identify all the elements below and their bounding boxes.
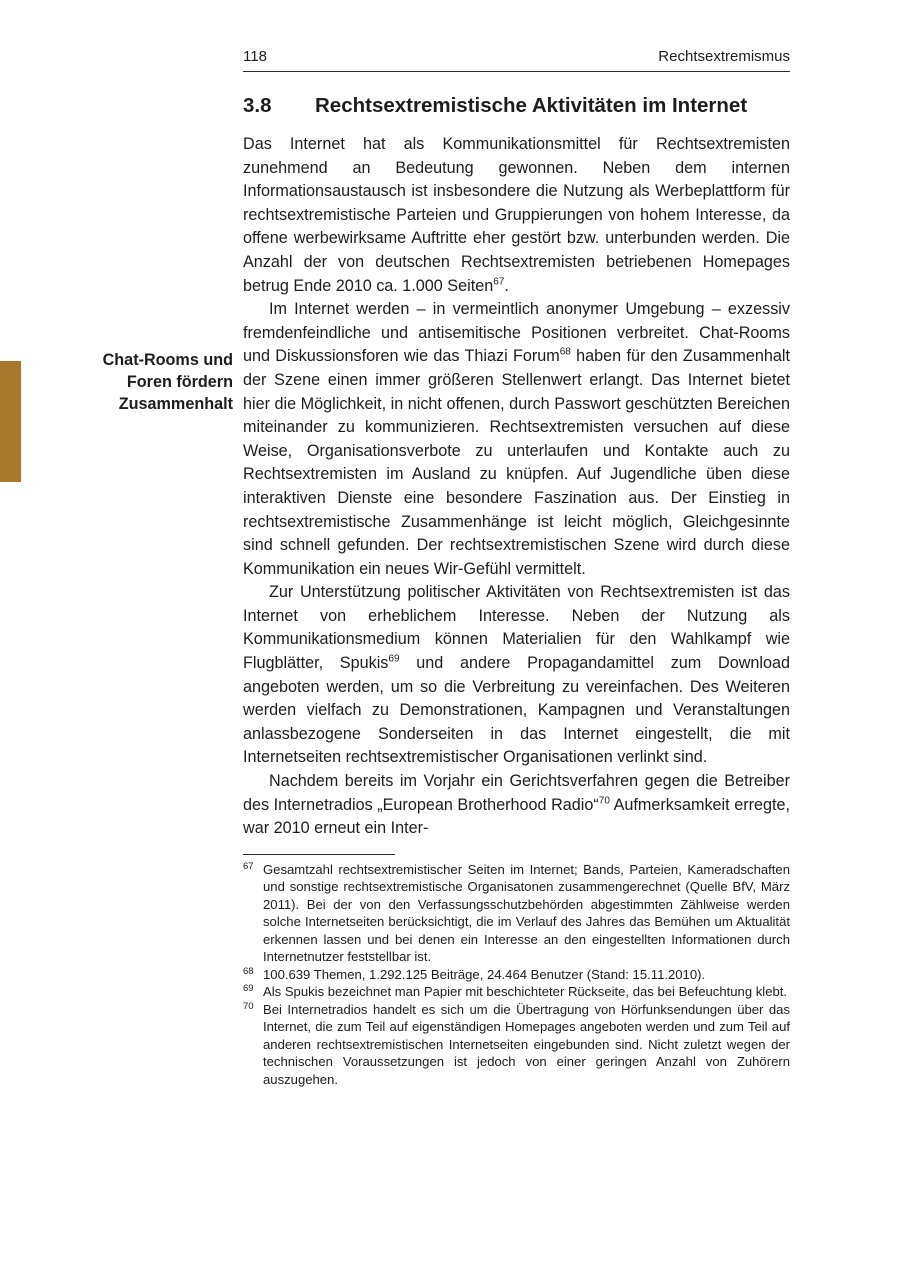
footnote-ref: 69 — [388, 653, 400, 665]
chapter-edge-tab — [0, 361, 21, 482]
body-paragraph — [243, 298, 790, 581]
page-content — [243, 48, 790, 1088]
footnote-text: 100.639 Themen, 1.292.125 Beiträge, 24.464 Benutzer (Stand: 15.11.2010). — [263, 966, 706, 982]
paragraph-text: Nachdem bereits im Vorjahr ein Gerichtsverfahren gegen die Betreiber des Internetradios „European Brotherhood Radio“ — [243, 772, 790, 814]
paragraph-text: Das Internet hat als Kommunikationsmittel für Rechtsextremisten zunehmend an Bedeutung gewonnen. Neben dem internen Informationsaustausch ist insbesondere die Nutzung als Werbeplattform für rechtsextremistische Parteien und Gruppierungen von hohem Interesse, da offene werbewirksame Auftritte eher gestört bzw. unterbunden werden. Die Anzahl der von deutschen Rechtsextremisten betriebenen Homepages betrug Ende 2010 ca. 1.000 Seiten — [243, 135, 790, 295]
footnote — [243, 861, 790, 966]
margin-note — [83, 349, 233, 415]
footnote-number: 70 — [243, 1000, 254, 1012]
footnote-number: 69 — [243, 983, 254, 995]
paragraph-text: und andere Propagandamittel zum Download angeboten werden, um so die Verbreitung zu vereinfachen. Des Weiteren werden vielfach zu Demonstrationen, Kampagnen und Veranstaltungen anlassbezogene Sonderseiten in das Internet eingestellt, die mit Internetseiten rechtsextremistischer Organisationen verlinkt sind. — [243, 654, 791, 767]
page-header — [243, 48, 790, 72]
footnote — [243, 966, 790, 984]
footnote — [243, 1001, 790, 1089]
running-title: Rechtsextremismus — [658, 48, 790, 65]
section-title: Rechtsextremistische Aktivitäten im Internet — [315, 94, 748, 117]
section-heading — [243, 94, 790, 118]
footnote-number: 67 — [243, 860, 254, 872]
paragraph-text: haben für den Zusammenhalt der Szene einen immer größeren Stellenwert erlangt. Das Internet bietet hier die Möglichkeit, in nicht offenen, durch Passwort geschützten Bereichen miteinander zu kommunizieren. Rechtsextremisten versuchen auf diese Weise, Organisationsverbote zu unterlaufen und Kontakte auch zu Rechtsextremisten im Ausland zu knüpfen. Auf Jugendliche üben diese interaktiven Dienste eine besondere Faszination aus. Der Einstieg in rechtsextremistische Zusammenhänge ist leicht möglich, Gleichgesinnte sind schnell gefunden. Der rechtsextremistischen Szene wird durch diese Kommunikation ein neues Wir-Gefühl vermittelt. — [243, 347, 790, 578]
body-paragraph — [243, 133, 790, 298]
page-number: 118 — [243, 48, 267, 65]
footnote-ref: 67 — [493, 276, 505, 288]
paragraph-text: Zur Unterstützung politischer Aktivitäten von Rechtsextremisten ist das Internet von erheblichem Interesse. Neben der Nutzung als Kommunikationsmedium können Materialien für den Wahlkampf wie Flugblätter, Spukis — [243, 583, 790, 673]
paragraph-text: Im Internet werden – in vermeintlich anonymer Umgebung – exzessiv fremdenfeindliche und antisemitische Positionen verbreitet. Chat-Rooms und Diskussionsforen wie das Thiazi Forum — [243, 300, 790, 366]
footnote-text: Bei Internetradios handelt es sich um die Übertragung von Hörfunksendungen über das Internet, die zum Teil auf eigenständigen Homepages angeboten werden und zum Teil auf anderen rechtsextremistischen Internetseiten eingebunden sind. Nicht zuletzt wegen der technischen Voraussetzungen ist jedoch von einer geringen Anzahl von Zuhörern auszugehen. — [263, 1001, 790, 1087]
paragraph-text: Aufmerksamkeit erregte, war 2010 erneut ein Inter- — [243, 795, 790, 838]
paragraph-text: . — [504, 276, 509, 295]
margin-note-line: Chat-Rooms und — [102, 351, 233, 369]
body-paragraph — [243, 581, 790, 770]
footnote-text: Gesamtzahl rechtsextremistischer Seiten im Internet; Bands, Parteien, Kameradschaften und sonstige rechtsextremistische Organisatonen zusammengerechnet (Quelle BfV, März 2011). Bei der von den Verfassungsschutzbehörden abgestimmten Zählweise werden solche Internetseiten berücksichtigt, die im Verlauf des Jahres das Bemühen um Aktualität erkennen lassen und bei denen ein Interesse an den eingestellten Informationen durch Internetnutzer feststellbar ist. — [263, 861, 790, 965]
footnote-text: Als Spukis bezeichnet man Papier mit beschichteter Rückseite, das bei Befeuchtung klebt. — [263, 984, 788, 1000]
margin-note-line: Zusammenhalt — [118, 395, 233, 413]
body-paragraph — [243, 770, 790, 841]
footnote-ref: 70 — [598, 795, 610, 807]
footnote — [243, 983, 790, 1001]
footnote-divider — [243, 854, 395, 855]
body-text — [243, 133, 790, 841]
footnote-ref: 68 — [559, 346, 571, 358]
section-number: 3.8 — [243, 94, 272, 117]
footnotes-section — [243, 854, 790, 1089]
footnote-number: 68 — [243, 965, 254, 977]
margin-note-line: Foren fördern — [126, 373, 233, 391]
